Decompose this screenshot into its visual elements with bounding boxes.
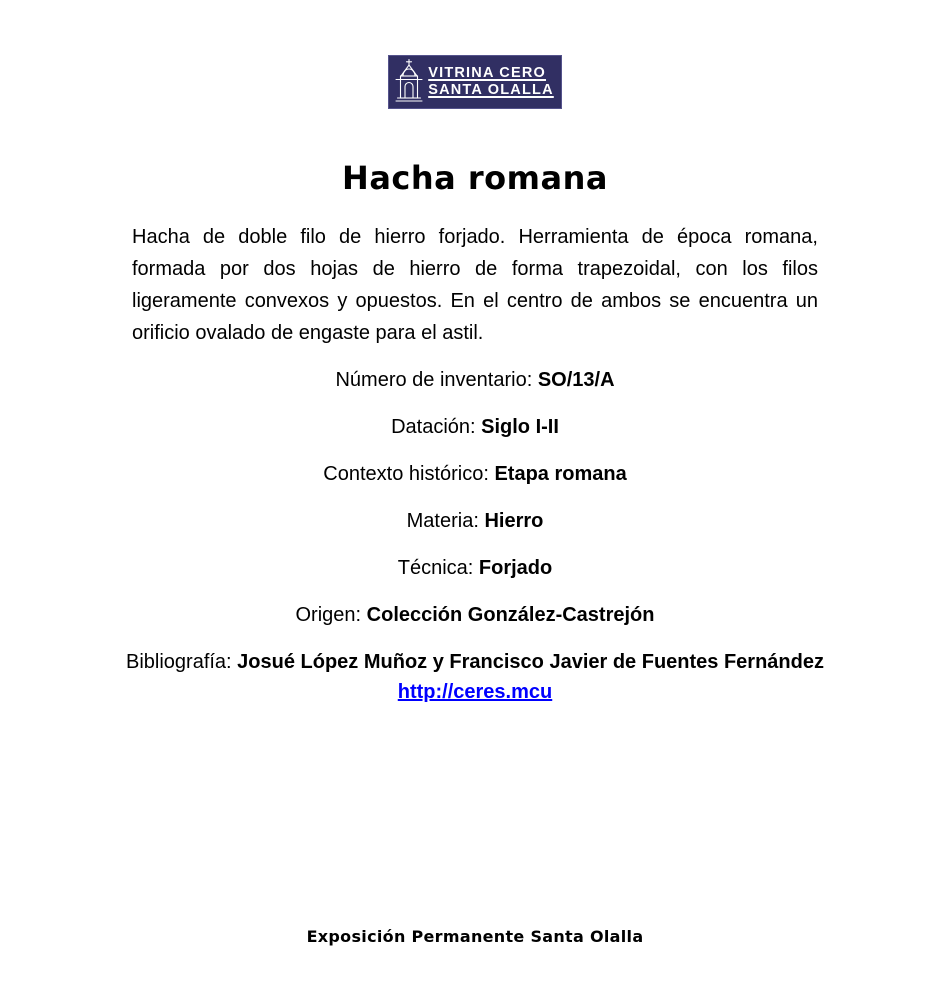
page-title: Hacha romana: [342, 159, 608, 197]
field-label: Datación:: [391, 416, 482, 438]
field-historical-context: [0, 459, 950, 489]
field-value: SO/13/A: [537, 369, 615, 391]
field-label: Número de inventario:: [335, 369, 538, 391]
field-value: Hierro: [484, 510, 544, 532]
field-technique: [0, 553, 950, 583]
object-description: Hacha de doble filo de hierro forjado. Herramienta de época romana, formada por dos hojas de hierro de forma trapezoidal, con los filos ligeramente convexos y opuestos. En el centro de ambos se encuentra un orificio ovalado de engaste para el astil.: [132, 226, 818, 344]
field-value: Colección González-Castrejón: [366, 604, 655, 626]
ceres-link[interactable]: http://ceres.mcu: [397, 681, 553, 703]
field-inventory-number: [0, 365, 950, 395]
shrine-icon: [392, 58, 426, 104]
field-label: Origen:: [295, 604, 367, 626]
logo-line1: VITRINA CERO: [428, 65, 547, 81]
field-value: Josué López Muñoz y Francisco Javier de Fuentes Fernández: [237, 651, 824, 673]
vitrina-cero-logo: [388, 55, 562, 109]
field-value: Siglo I-II: [481, 416, 559, 438]
logo-text: [428, 65, 554, 99]
field-value: Etapa romana: [494, 463, 627, 485]
link-line: [0, 677, 950, 707]
logo-line2: SANTA OLALLA: [428, 82, 554, 98]
field-value: Forjado: [478, 557, 553, 579]
field-origin: [0, 600, 950, 630]
metadata-fields: [0, 365, 950, 707]
field-material: [0, 506, 950, 536]
footer-exhibition-name: Exposición Permanente Santa Olalla: [306, 927, 644, 946]
field-label: Técnica:: [397, 557, 479, 579]
field-bibliography: [0, 647, 950, 677]
field-label: Contexto histórico:: [323, 463, 495, 485]
field-label: Bibliografía:: [126, 651, 238, 673]
field-dating: [0, 412, 950, 442]
field-label: Materia:: [406, 510, 485, 532]
